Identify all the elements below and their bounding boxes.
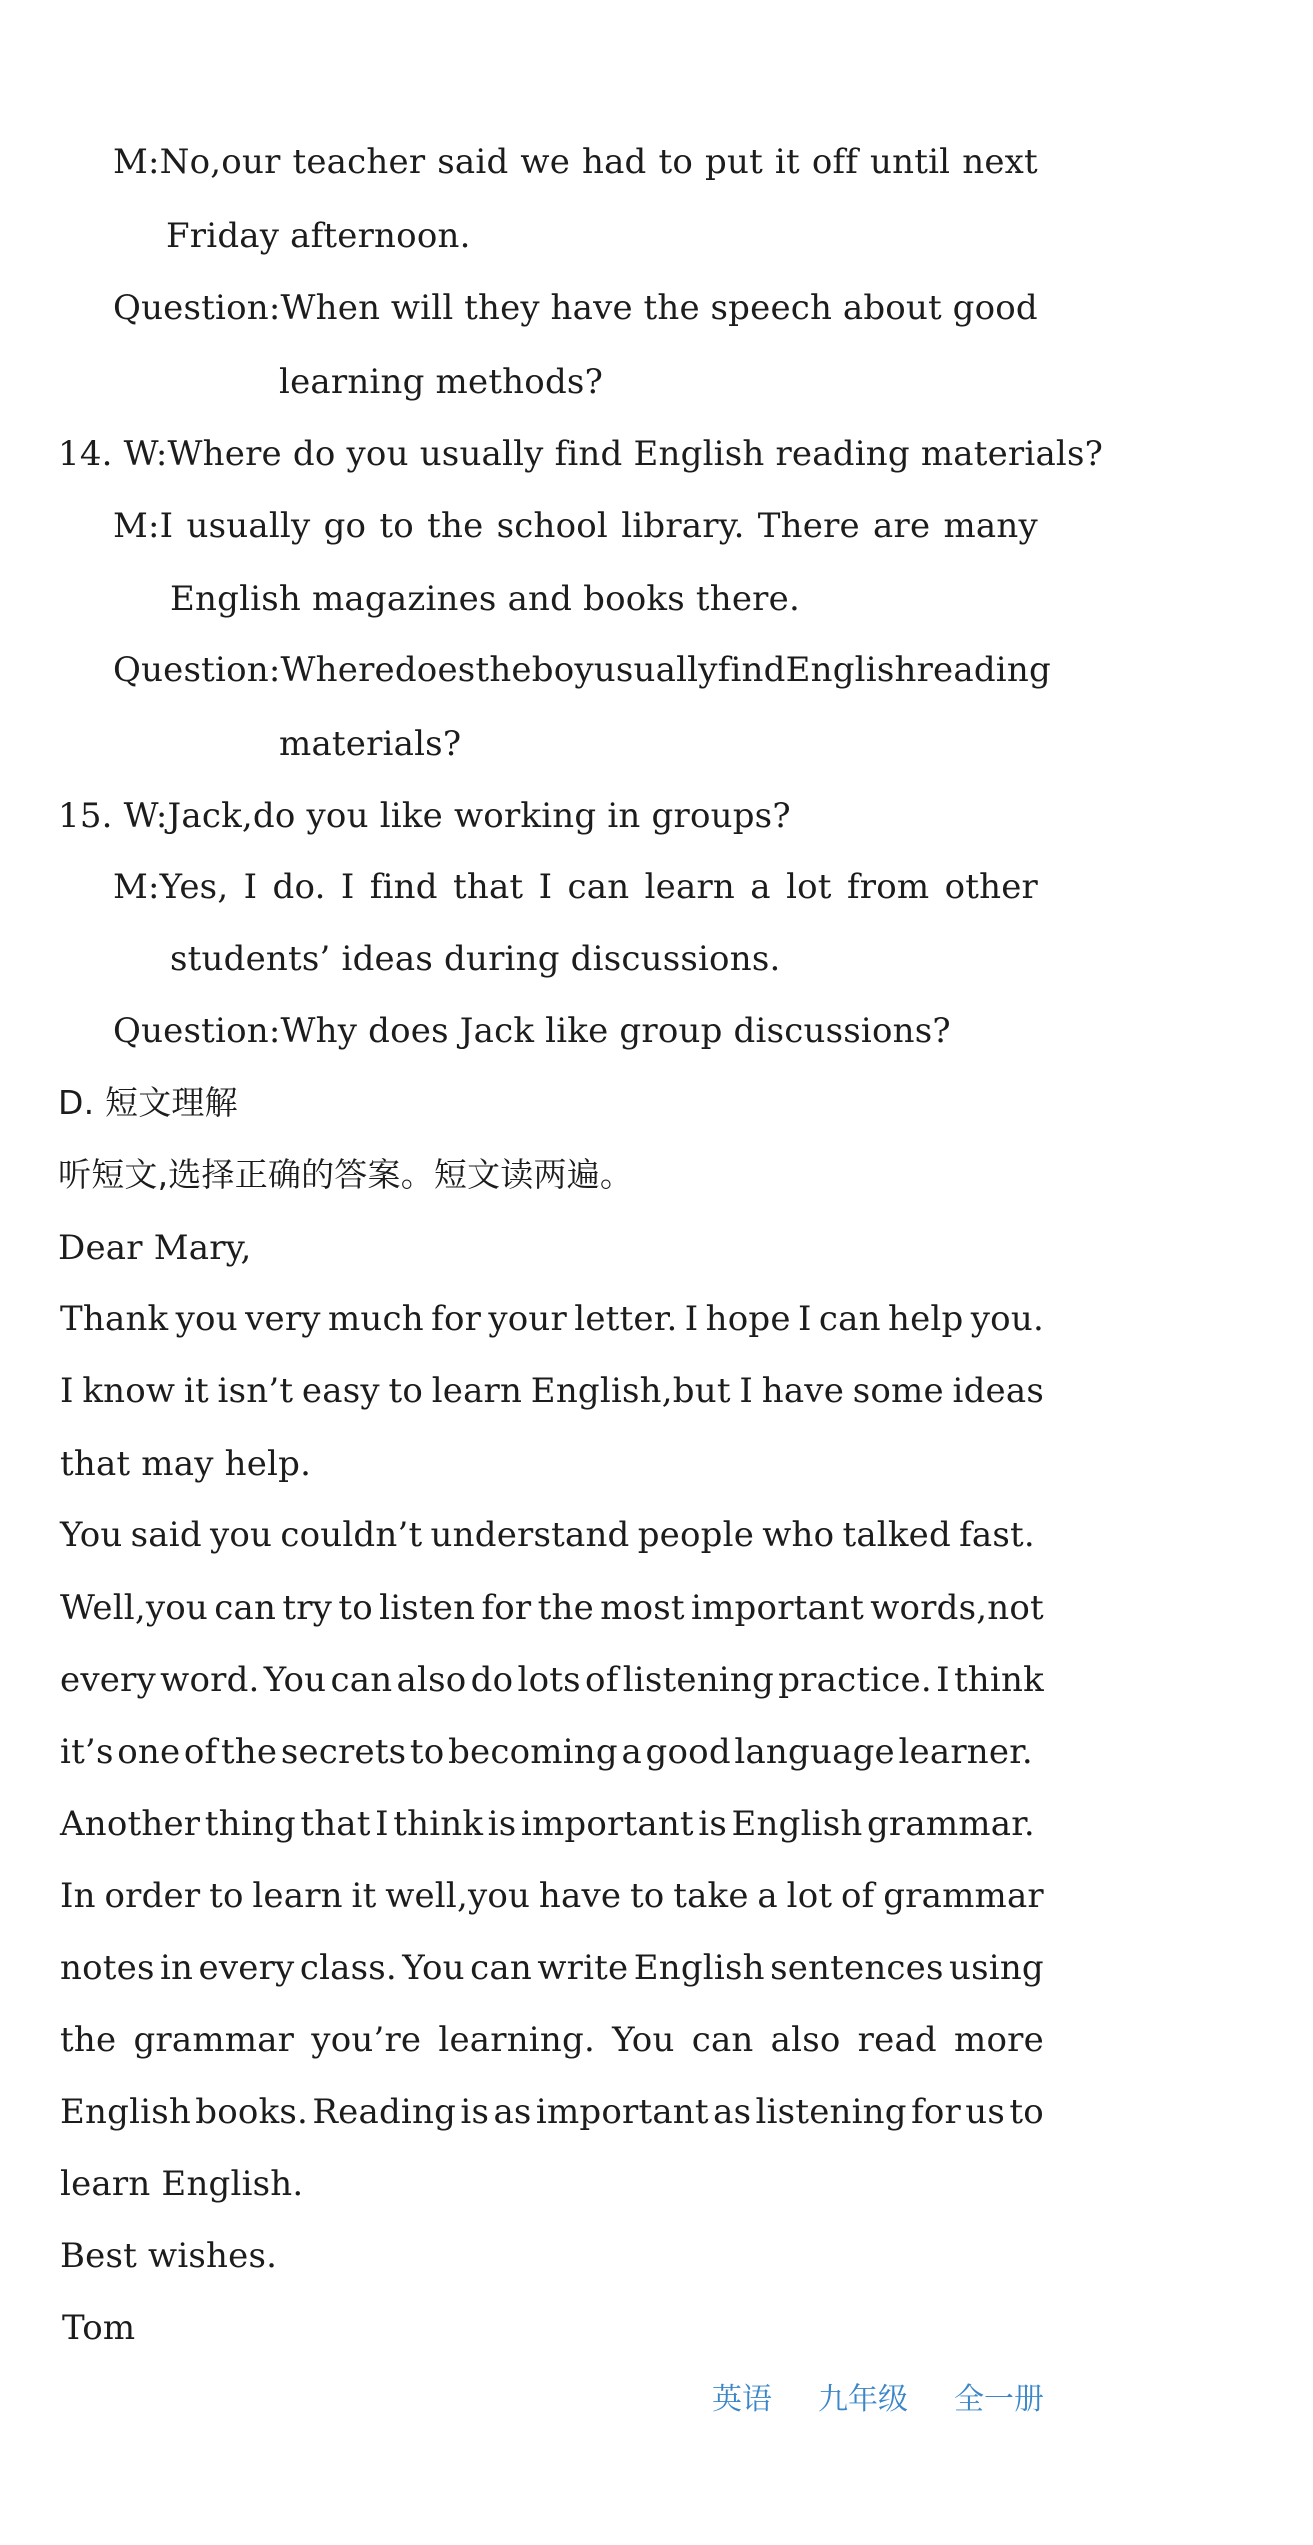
word: can xyxy=(567,867,630,907)
word: we xyxy=(520,142,571,182)
word: I xyxy=(375,1804,389,1844)
word: M:I xyxy=(113,506,174,546)
word: practice. xyxy=(778,1660,932,1700)
q13-man-line-2: Friday afternoon. xyxy=(166,216,471,256)
word: listening xyxy=(755,2092,907,2132)
word: hope xyxy=(705,1299,791,1339)
word: you. xyxy=(970,1299,1044,1339)
word: Question:Where xyxy=(113,650,395,690)
word: about xyxy=(842,288,942,328)
word: said xyxy=(437,142,509,182)
word: they xyxy=(464,288,540,328)
letter-line xyxy=(60,1515,1035,1555)
word: talked xyxy=(842,1515,951,1555)
word: Well,you xyxy=(60,1588,209,1628)
word: learn xyxy=(431,1371,523,1411)
q13-question-line-2: learning methods? xyxy=(279,362,603,402)
word: can xyxy=(691,2020,754,2060)
word: one xyxy=(117,1732,181,1772)
word: library. xyxy=(621,506,745,546)
word: try xyxy=(282,1588,333,1628)
footer-volume: 全一册 xyxy=(954,2382,1044,2417)
q14-woman-line: 14. W:Where do you usually find English reading materials? xyxy=(58,434,1104,474)
word: grammar xyxy=(133,2020,295,2060)
word: know xyxy=(82,1371,176,1411)
word: a xyxy=(750,867,771,907)
word: can xyxy=(330,1660,393,1700)
word: to xyxy=(658,142,694,182)
word: learning. xyxy=(438,2020,595,2060)
word: You xyxy=(263,1660,327,1700)
word: ideas xyxy=(952,1371,1044,1411)
word: more xyxy=(954,2020,1044,2060)
word: the xyxy=(475,650,532,690)
word: easy xyxy=(301,1371,380,1411)
word: I xyxy=(243,867,258,907)
word: to xyxy=(629,1876,665,1916)
word: to xyxy=(338,1588,373,1628)
word: every xyxy=(198,1948,295,1988)
word: English,but xyxy=(530,1371,731,1411)
word: In xyxy=(60,1876,96,1916)
word: of xyxy=(585,1660,619,1700)
word: sentences xyxy=(770,1948,944,1988)
word: Reading xyxy=(312,2092,457,2132)
word: grammar xyxy=(883,1876,1044,1916)
word: have xyxy=(538,1876,622,1916)
word: help xyxy=(888,1299,964,1339)
word: to xyxy=(379,506,414,546)
q13-question-line-1 xyxy=(113,288,1038,328)
word: learn xyxy=(252,1876,343,1916)
q14-man-line-1 xyxy=(113,506,1038,546)
q14-question-line-2: materials? xyxy=(279,724,462,764)
page-footer xyxy=(712,2380,1044,2420)
word: for xyxy=(431,1299,482,1339)
word: using xyxy=(949,1948,1044,1988)
word: the xyxy=(537,1588,594,1628)
word: of xyxy=(183,1732,218,1772)
letter-line xyxy=(60,1732,1033,1772)
word: think xyxy=(393,1804,484,1844)
word: Thank xyxy=(60,1299,169,1339)
word: becoming xyxy=(448,1732,618,1772)
word: reading xyxy=(916,650,1051,690)
word: You xyxy=(402,1948,465,1988)
word: can xyxy=(470,1948,532,1988)
word: you xyxy=(175,1299,238,1339)
word: it xyxy=(351,1876,377,1916)
word: letter. xyxy=(574,1299,678,1339)
word: it’s xyxy=(60,1732,114,1772)
word: notes xyxy=(60,1948,155,1988)
word: take xyxy=(673,1876,749,1916)
word: will xyxy=(390,288,454,328)
word: some xyxy=(852,1371,944,1411)
word: You xyxy=(612,2020,675,2060)
word: a xyxy=(621,1732,642,1772)
word: that xyxy=(300,1804,371,1844)
q15-man-line-1 xyxy=(113,867,1038,907)
word: it xyxy=(183,1371,209,1411)
word: off xyxy=(811,142,859,182)
word: the xyxy=(427,506,484,546)
word: next xyxy=(962,142,1038,182)
word: the xyxy=(60,2020,117,2060)
word: well,you xyxy=(385,1876,531,1916)
word: lot xyxy=(786,1876,833,1916)
word: English xyxy=(60,2092,191,2132)
word: for xyxy=(911,2092,961,2132)
word: M:Yes, xyxy=(113,867,229,907)
word: find xyxy=(369,867,438,907)
word: your xyxy=(488,1299,567,1339)
word: until xyxy=(870,142,951,182)
letter-line xyxy=(60,1876,1044,1916)
word: also xyxy=(770,2020,841,2060)
q13-man-line-1 xyxy=(113,142,1038,182)
q15-man-line-2: students’ ideas during discussions. xyxy=(170,939,781,979)
word: does xyxy=(394,650,476,690)
letter-signature: Tom xyxy=(62,2308,136,2348)
word: thing xyxy=(204,1804,296,1844)
word: write xyxy=(537,1948,629,1988)
word: Question:When xyxy=(113,288,381,328)
word: language xyxy=(734,1732,895,1772)
word: important xyxy=(691,1588,864,1628)
word: You xyxy=(60,1515,123,1555)
word: said xyxy=(130,1515,202,1555)
word: English xyxy=(731,1804,863,1844)
word: have xyxy=(550,288,633,328)
word: word. xyxy=(160,1660,260,1700)
word: There xyxy=(757,506,860,546)
word: couldn’t xyxy=(280,1515,423,1555)
letter-line xyxy=(60,1371,1044,1411)
letter-closing: Best wishes. xyxy=(60,2236,278,2276)
footer-subject: 英语 xyxy=(712,2382,772,2417)
word: to xyxy=(388,1371,423,1411)
word: that xyxy=(453,867,524,907)
word: books. xyxy=(195,2092,309,2132)
word: who xyxy=(762,1515,835,1555)
q14-man-line-2: English magazines and books there. xyxy=(170,579,800,619)
word: good xyxy=(952,288,1038,328)
word: the xyxy=(220,1732,278,1772)
word: to xyxy=(1009,2092,1044,2132)
word: as xyxy=(493,2092,532,2132)
word: usually xyxy=(593,650,718,690)
word: teacher xyxy=(292,142,426,182)
word: from xyxy=(846,867,930,907)
q15-question-line: Question:Why does Jack like group discussions? xyxy=(113,1011,951,1051)
letter-line: that may help. xyxy=(60,1444,312,1484)
word: other xyxy=(944,867,1038,907)
word: I xyxy=(936,1660,950,1700)
word: secrets xyxy=(280,1732,407,1772)
word: lots xyxy=(517,1660,581,1700)
word: a xyxy=(757,1876,778,1916)
word: very xyxy=(245,1299,321,1339)
word: grammar. xyxy=(866,1804,1035,1844)
word: people xyxy=(637,1515,755,1555)
word: can xyxy=(214,1588,277,1628)
word: learner. xyxy=(898,1732,1033,1772)
word: speech xyxy=(710,288,833,328)
word: find xyxy=(717,650,786,690)
word: understand xyxy=(430,1515,630,1555)
word: had xyxy=(581,142,647,182)
letter-line xyxy=(60,1588,1044,1628)
word: you’re xyxy=(311,2020,422,2060)
word: is xyxy=(460,2092,490,2132)
word: are xyxy=(873,506,931,546)
letter-line xyxy=(60,1948,1044,1988)
word: us xyxy=(965,2092,1006,2132)
word: for xyxy=(481,1588,532,1628)
word: put xyxy=(705,142,763,182)
word: also xyxy=(396,1660,467,1700)
letter-line xyxy=(60,1660,1044,1700)
footer-grade: 九年级 xyxy=(818,2382,908,2417)
word: important xyxy=(520,1804,694,1844)
word: I xyxy=(340,867,355,907)
letter-line xyxy=(60,2020,1044,2060)
word: do xyxy=(470,1660,514,1700)
word: I xyxy=(798,1299,812,1339)
word: English xyxy=(633,1948,765,1988)
word: listen xyxy=(379,1588,476,1628)
word: M:No,our xyxy=(113,142,281,182)
word: school xyxy=(496,506,609,546)
word: isn’t xyxy=(217,1371,294,1411)
word: as xyxy=(713,2092,752,2132)
word: good xyxy=(645,1732,731,1772)
word: can xyxy=(818,1299,881,1339)
word: learn xyxy=(644,867,736,907)
word: most xyxy=(600,1588,685,1628)
section-d-heading: D. 短文理解 xyxy=(58,1083,238,1122)
word: the xyxy=(643,288,700,328)
letter-line xyxy=(60,2092,1044,2132)
word: to xyxy=(409,1732,445,1772)
word: read xyxy=(857,2020,937,2060)
word: in xyxy=(159,1948,194,1988)
word: usually xyxy=(186,506,311,546)
letter-line xyxy=(60,1299,1044,1339)
word: Another xyxy=(60,1804,201,1844)
word: go xyxy=(323,506,367,546)
word: is xyxy=(698,1804,728,1844)
word: I xyxy=(538,867,553,907)
word: lot xyxy=(786,867,832,907)
word: every xyxy=(60,1660,156,1700)
word: think xyxy=(953,1660,1044,1700)
letter-salutation: Dear Mary, xyxy=(58,1228,252,1268)
word: words,not xyxy=(870,1588,1044,1628)
word: do. xyxy=(272,867,326,907)
word: it xyxy=(774,142,800,182)
word: listening xyxy=(622,1660,774,1700)
word: important xyxy=(535,2092,709,2132)
section-d-instruction: 听短文,选择正确的答案。短文读两遍。 xyxy=(58,1155,634,1194)
word: to xyxy=(209,1876,244,1916)
letter-line xyxy=(60,1804,1035,1844)
word: is xyxy=(487,1804,517,1844)
word: I xyxy=(739,1371,754,1411)
word: order xyxy=(104,1876,201,1916)
word: boy xyxy=(531,650,594,690)
word: class. xyxy=(299,1948,397,1988)
word: many xyxy=(943,506,1038,546)
q15-woman-line: 15. W:Jack,do you like working in groups? xyxy=(58,796,791,836)
word: of xyxy=(840,1876,875,1916)
letter-line: learn English. xyxy=(60,2164,304,2204)
word: you xyxy=(209,1515,273,1555)
q14-question-line-1 xyxy=(113,650,1051,690)
word: I xyxy=(60,1371,74,1411)
word: English xyxy=(785,650,917,690)
word: I xyxy=(684,1299,699,1339)
word: have xyxy=(761,1371,845,1411)
word: much xyxy=(327,1299,424,1339)
word: fast. xyxy=(959,1515,1035,1555)
